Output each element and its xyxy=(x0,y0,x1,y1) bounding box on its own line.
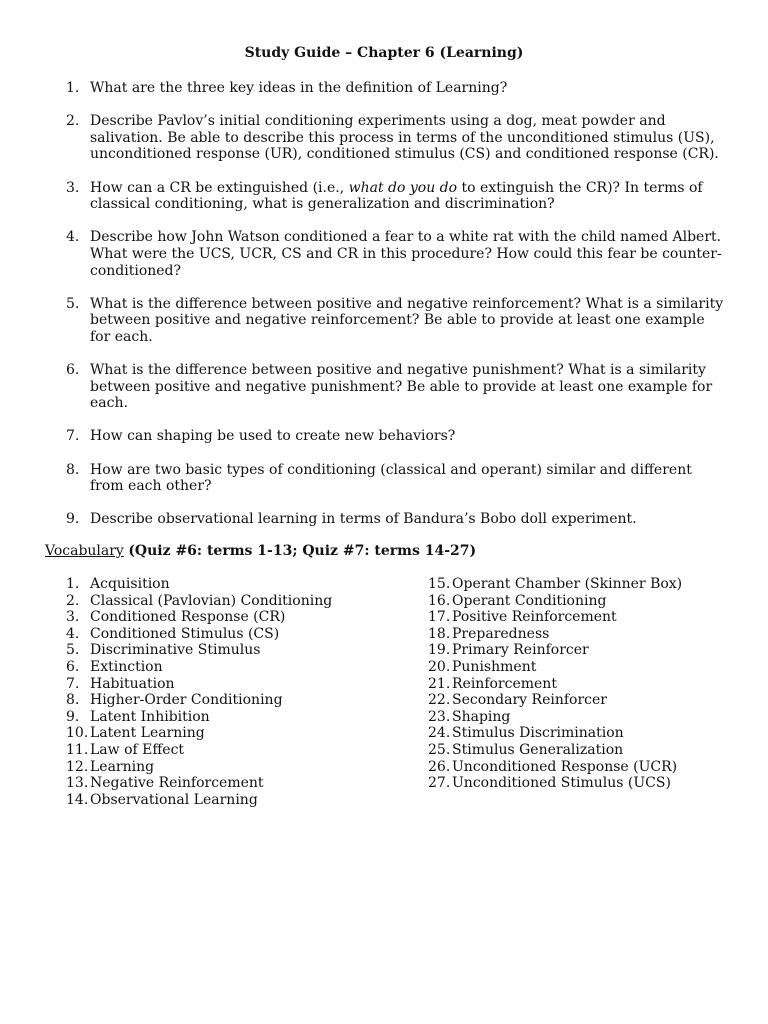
question-number: 2. xyxy=(66,113,80,130)
vocab-number: 9. xyxy=(66,708,80,725)
page-title: Study Guide – Chapter 6 (Learning) xyxy=(244,45,524,61)
vocab-item xyxy=(66,626,332,643)
vocab-number: 18. xyxy=(428,625,451,642)
question-text xyxy=(90,180,726,213)
question-item xyxy=(66,180,726,213)
vocab-number: 20. xyxy=(428,658,451,675)
vocab-term: Law of Effect xyxy=(90,741,185,758)
vocab-item xyxy=(428,692,682,709)
vocab-number: 15. xyxy=(428,576,451,592)
vocab-item xyxy=(66,676,332,693)
vocab-number: 5. xyxy=(66,642,80,659)
vocab-term: Preparedness xyxy=(452,625,550,642)
vocabulary-list-left xyxy=(66,576,332,808)
question-number: 4. xyxy=(66,229,80,246)
question-text: What is the difference between positive and negative punishment? What is a similarity between positive and negative punishment? Be able to provide at least one example for each. xyxy=(90,362,713,412)
vocab-number: 23. xyxy=(428,708,451,725)
vocab-number: 26. xyxy=(428,758,451,775)
vocab-number: 6. xyxy=(66,658,80,675)
vocab-item xyxy=(66,692,332,709)
vocab-item xyxy=(66,775,332,792)
vocab-term: Primary Reinforcer xyxy=(452,642,589,659)
question-text: Describe Pavlov’s initial conditioning experiments using a dog, meat powder and salivation. Be able to describe this process in terms of the unconditioned stimulus (US), unconditioned response (UR), conditioned stimulus (CS) and conditioned response (CR). xyxy=(90,113,719,163)
vocab-number: 10. xyxy=(66,725,89,742)
vocab-item xyxy=(66,792,332,809)
vocab-term: Extinction xyxy=(90,658,163,675)
vocab-term: Habituation xyxy=(90,675,175,692)
question-text-part: to extinguish the CR)? In terms of classical conditioning, what is generalization and discrimination? xyxy=(90,179,703,213)
vocab-item xyxy=(428,576,682,593)
vocab-item xyxy=(428,725,682,742)
vocab-term: Learning xyxy=(90,758,155,775)
question-list xyxy=(66,80,726,545)
vocab-number: 19. xyxy=(428,642,451,659)
vocab-number: 7. xyxy=(66,675,80,692)
vocab-number: 12. xyxy=(66,758,89,775)
vocab-item xyxy=(428,626,682,643)
vocab-item xyxy=(66,609,332,626)
question-text: Describe observational learning in terms of Bandura’s Bobo doll experiment. xyxy=(90,511,637,528)
question-item xyxy=(66,113,726,163)
vocab-item xyxy=(428,742,682,759)
vocab-item xyxy=(428,709,682,726)
question-text: How are two basic types of conditioning (classical and operant) similar and different from each other? xyxy=(90,461,692,495)
vocab-item xyxy=(66,576,332,593)
vocab-number: 27. xyxy=(428,775,451,792)
vocab-item xyxy=(66,759,332,776)
question-number: 5. xyxy=(66,295,80,312)
vocab-number: 25. xyxy=(428,741,451,758)
vocab-item xyxy=(66,725,332,742)
question-number: 9. xyxy=(66,511,80,528)
quiz-term-ranges: (Quiz #6: terms 1-13; Quiz #7: terms 14-27) xyxy=(128,543,477,559)
vocab-term: Unconditioned Response (UCR) xyxy=(452,758,678,775)
vocab-item xyxy=(66,742,332,759)
question-text-italic: what do you do xyxy=(348,179,458,196)
vocab-term: Reinforcement xyxy=(452,675,557,692)
vocab-number: 22. xyxy=(428,692,451,709)
vocab-item xyxy=(428,609,682,626)
vocab-number: 21. xyxy=(428,675,451,692)
vocab-term: Positive Reinforcement xyxy=(452,609,617,626)
vocab-term: Observational Learning xyxy=(90,791,258,808)
vocab-number: 24. xyxy=(428,725,451,742)
vocabulary-label: Vocabulary xyxy=(45,543,124,559)
vocab-item xyxy=(66,593,332,610)
vocab-number: 8. xyxy=(66,692,80,709)
vocab-number: 13. xyxy=(66,775,89,792)
vocab-item xyxy=(428,676,682,693)
vocab-term: Secondary Reinforcer xyxy=(452,692,607,709)
vocab-term: Conditioned Stimulus (CS) xyxy=(90,625,280,642)
vocab-item xyxy=(428,642,682,659)
question-text: How can shaping be used to create new behaviors? xyxy=(90,428,456,445)
vocab-number: 14. xyxy=(66,791,89,808)
question-number: 8. xyxy=(66,461,80,478)
vocab-term: Acquisition xyxy=(90,576,170,592)
vocab-item xyxy=(428,775,682,792)
question-item xyxy=(66,428,726,445)
vocab-term: Punishment xyxy=(452,658,537,675)
vocab-term: Stimulus Generalization xyxy=(452,741,624,758)
vocab-term: Stimulus Discrimination xyxy=(452,725,624,742)
question-item xyxy=(66,362,726,412)
vocab-item xyxy=(428,659,682,676)
vocab-term: Operant Conditioning xyxy=(452,592,607,609)
vocab-number: 4. xyxy=(66,625,80,642)
question-item xyxy=(66,462,726,495)
vocab-item xyxy=(66,709,332,726)
vocab-term: Classical (Pavlovian) Conditioning xyxy=(90,592,333,609)
question-text: Describe how John Watson conditioned a fear to a white rat with the child named Albert. What were the UCS, UCR, CS and CR in this procedure? How could this fear be counter-conditioned? xyxy=(90,229,722,279)
question-number: 1. xyxy=(66,80,80,96)
question-text: What is the difference between positive and negative reinforcement? What is a similarity between positive and negative reinforcement? Be able to provide at least one example for each. xyxy=(90,295,724,345)
vocab-item xyxy=(428,759,682,776)
vocab-number: 3. xyxy=(66,609,80,626)
question-item xyxy=(66,511,726,528)
vocabulary-heading xyxy=(45,543,476,560)
vocab-term: Operant Chamber (Skinner Box) xyxy=(452,576,683,592)
vocab-item xyxy=(428,593,682,610)
vocab-number: 11. xyxy=(66,741,89,758)
vocab-term: Shaping xyxy=(452,708,511,725)
vocab-term: Higher-Order Conditioning xyxy=(90,692,283,709)
vocab-item xyxy=(66,659,332,676)
question-item xyxy=(66,229,726,279)
vocab-number: 16. xyxy=(428,592,451,609)
vocab-term: Latent Inhibition xyxy=(90,708,210,725)
vocab-term: Unconditioned Stimulus (UCS) xyxy=(452,775,671,792)
vocab-item xyxy=(66,642,332,659)
question-text-part: How can a CR be extinguished (i.e., xyxy=(90,179,349,196)
question-item xyxy=(66,296,726,346)
vocab-term: Conditioned Response (CR) xyxy=(90,609,286,626)
question-number: 6. xyxy=(66,362,80,379)
question-text: What are the three key ideas in the definition of Learning? xyxy=(90,80,508,96)
vocab-term: Discriminative Stimulus xyxy=(90,642,261,659)
vocab-term: Latent Learning xyxy=(90,725,205,742)
vocabulary-list-right xyxy=(428,576,682,792)
question-number: 3. xyxy=(66,179,80,196)
vocab-number: 2. xyxy=(66,592,80,609)
question-item xyxy=(66,80,726,97)
question-number: 7. xyxy=(66,428,80,445)
vocab-number: 1. xyxy=(66,576,80,592)
vocab-term: Negative Reinforcement xyxy=(90,775,264,792)
vocab-number: 17. xyxy=(428,609,451,626)
